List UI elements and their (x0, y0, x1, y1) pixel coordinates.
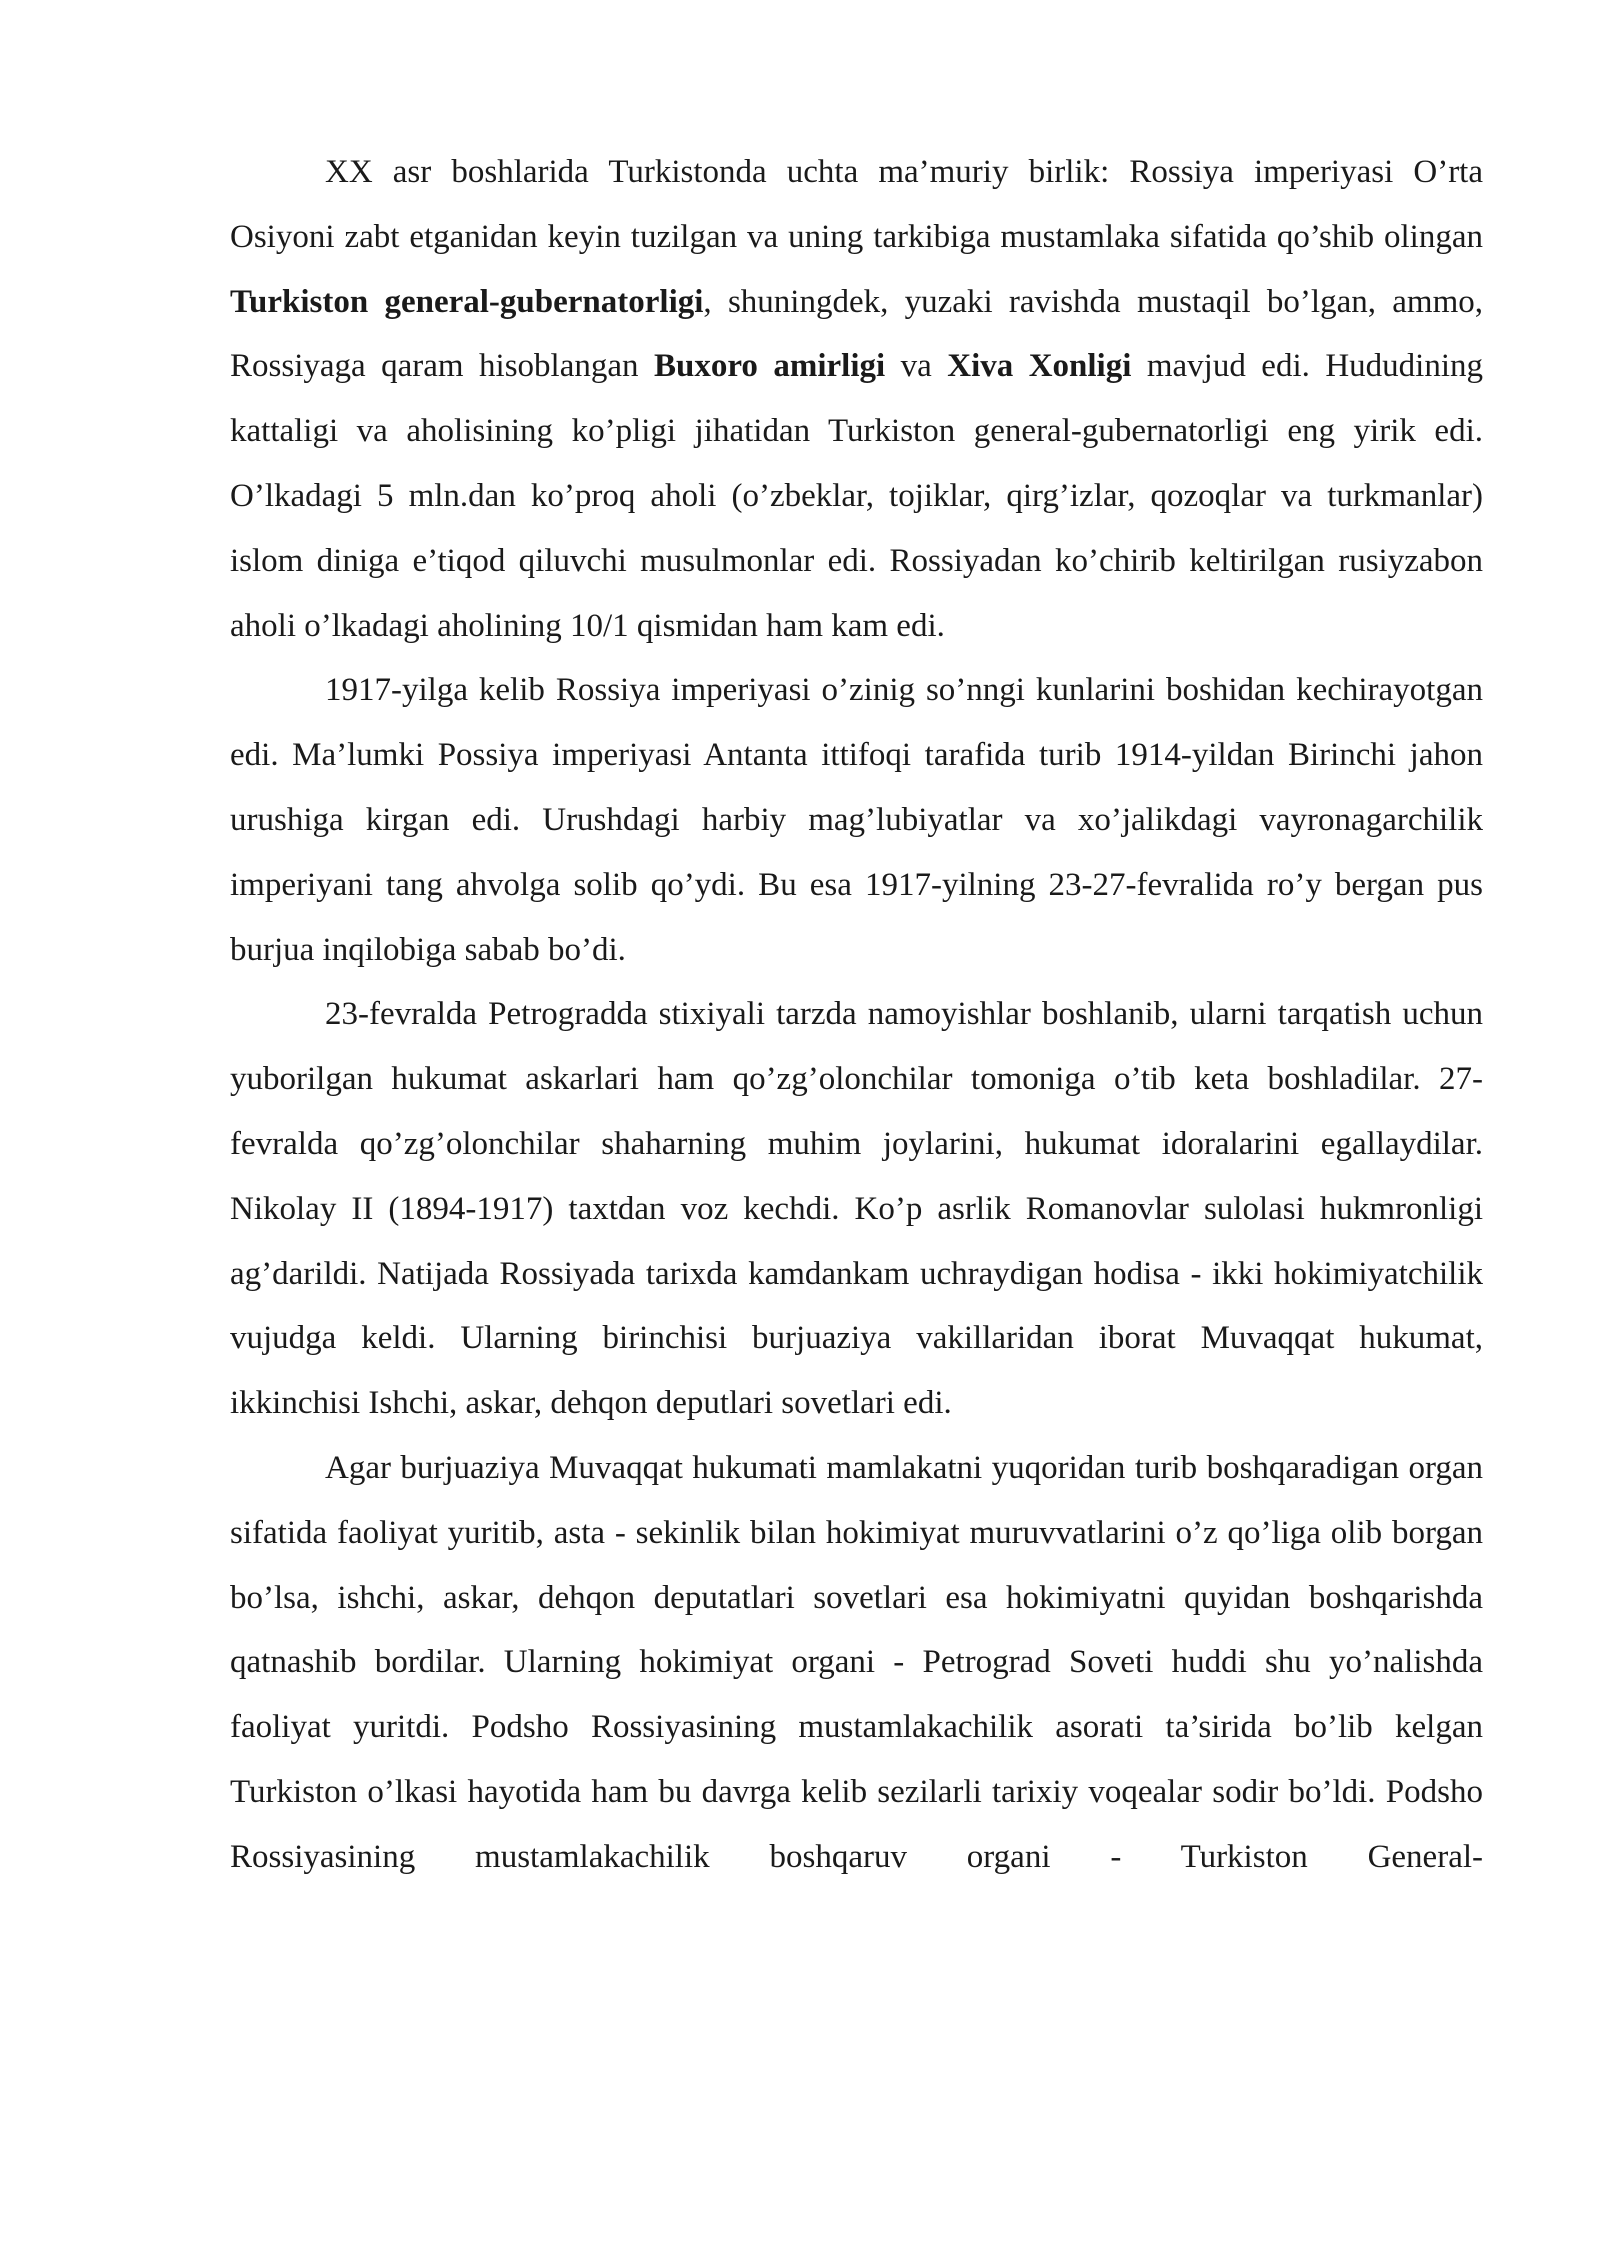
bold-term-xiva-xonligi: Xiva Xonligi (947, 348, 1132, 385)
paragraph-4-text: Agar burjuaziya Muvaqqat hukumati mamlakatni yuqoridan turib boshqaradigan organ sifatida faoliyat yuritib, asta - sekinlik bilan hokimiyat muruvvatlarini o’z qo’liga olib borgan bo’lsa, ishchi, askar, dehqon deputatlari sovetlari esa hokimiyatni quyidan boshqarishda qatnashib bordilar. Ularning hokimiyat organi - Petrograd Soveti huddi shu yo’nalishda faoliyat yuritdi. Podsho Rossiyasining mustamlakachilik asorati ta’sirida bo’lib kelgan Turkiston o’lkasi hayotida ham bu davrga kelib sezilarli tarixiy voqealar sodir bo’ldi. Podsho Rossiyasining mustamlakachilik boshqaruv organi - Turkiston General- (230, 1449, 1483, 1875)
paragraph-2-text: 1917-yilga kelib Rossiya imperiyasi o’zinig so’nngi kunlarini boshidan kechirayotgan edi. Ma’lumki Possiya imperiyasi Antanta ittifoqi tarafida turib 1914-yildan Birinchi jahon urushiga kirgan edi. Urushdagi harbiy mag’lubiyatlar va xo’jalikdagi vayronagarchilik imperiyani tang ahvolga solib qo’ydi. Bu esa 1917-yilning 23-27-fevralida ro’y bergan pus burjua inqilobiga sabab bo’di. (230, 672, 1483, 968)
paragraph-4 (230, 1436, 1483, 1890)
paragraph-3 (230, 982, 1483, 1436)
paragraph-1-segment-1: XX asr boshlarida Turkistonda uchta ma’muriy birlik: Rossiya imperiyasi O’rta Osiyoni zabt etganidan keyin tuzilgan va uning tarkibiga mustamlaka sifatida qo’shib olingan (230, 154, 1483, 255)
paragraph-2 (230, 658, 1483, 982)
document-body (230, 140, 1483, 1890)
paragraph-1-segment-7: mavjud edi. Hududining kattaligi va aholisining ko’pligi jihatidan Turkiston general-gubernatorligi eng yirik edi. O’lkadagi 5 mln.dan ko’proq aholi (o’zbeklar, tojiklar, qirg’izlar, qozoqlar va turkmanlar) islom diniga e’tiqod qiluvchi musulmonlar edi. Rossiyadan ko’chirib keltirilgan rusiyzabon aholi o’lkadagi aholining 10/1 qismidan ham kam edi. (230, 348, 1483, 644)
paragraph-1-segment-3: , shuningdek, yuzaki ravishda mustaqil bo’lgan, ammo, Rossiyaga qaram hisoblangan (230, 283, 1483, 385)
paragraph-1 (230, 140, 1483, 658)
bold-term-buxoro-amirligi: Buxoro amirligi (653, 348, 886, 385)
paragraph-1-segment-5: va (885, 348, 948, 385)
bold-term-turkiston-general-gubernatorligi: Turkiston general-gubernatorligi (230, 283, 704, 320)
paragraph-3-text: 23-fevralda Petrogradda stixiyali tarzda namoyishlar boshlanib, ularni tarqatish uchun yuborilgan hukumat askarlari ham qo’zg’olonchilar tomoniga o’tib keta boshladilar. 27-fevralda qo’zg’olonchilar shaharning muhim joylarini, hukumat idoralarini egallaydilar. Nikolay II (1894-1917) taxtdan voz kechdi. Ko’p asrlik Romanovlar sulolasi hukmronligi ag’darildi. Natijada Rossiyada tarixda kamdankam uchraydigan hodisa - ikki hokimiyatchilik vujudga keldi. Ularning birinchisi burjuaziya vakillaridan iborat Muvaqqat hukumat, ikkinchisi Ishchi, askar, dehqon deputlari sovetlari edi. (230, 996, 1483, 1422)
